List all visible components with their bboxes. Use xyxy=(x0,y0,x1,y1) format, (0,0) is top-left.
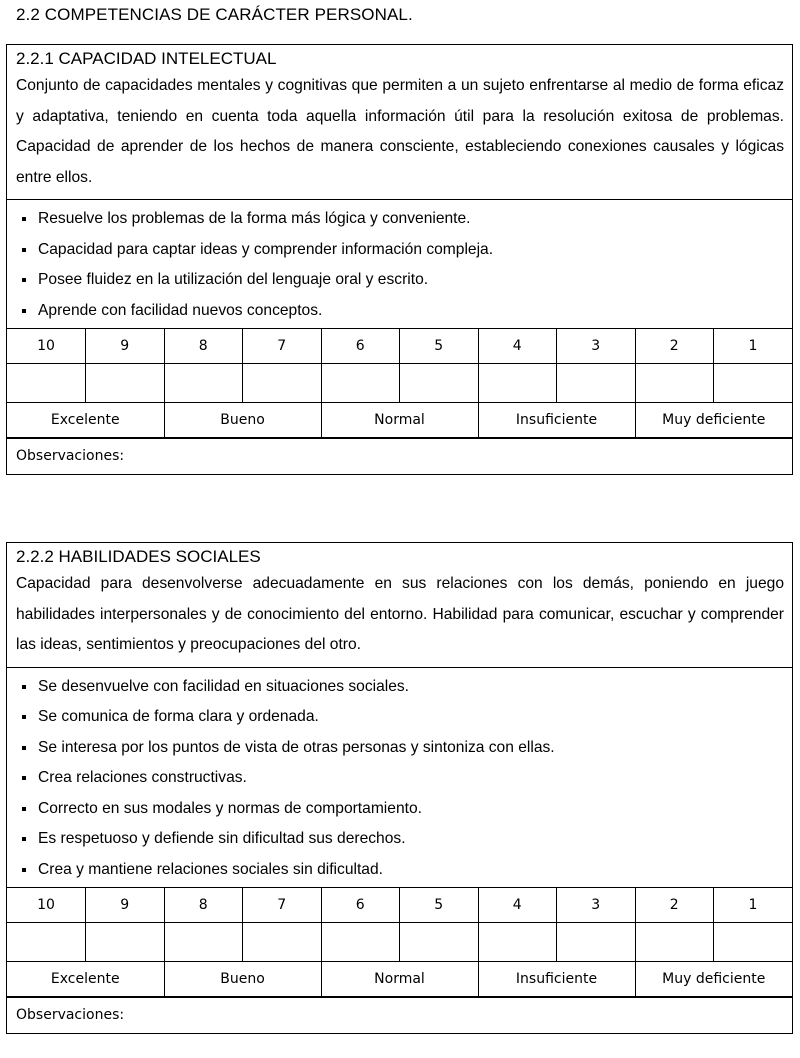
behavior-item: Se desenvuelve con facilidad en situaciones sociales. xyxy=(21,672,784,703)
score-table xyxy=(7,887,792,997)
behavior-item: Se interesa por los puntos de vista de otras personas y sintoniza con ellas. xyxy=(21,733,784,764)
score-number: 10 xyxy=(7,329,86,364)
rating-label: Normal xyxy=(321,962,478,997)
score-mark-cell[interactable] xyxy=(714,923,793,962)
rating-label: Excelente xyxy=(7,962,164,997)
score-number: 4 xyxy=(478,888,557,923)
score-number: 5 xyxy=(400,888,479,923)
score-mark-row xyxy=(7,923,792,962)
behavior-item: Posee fluidez en la utilización del lenguaje oral y escrito. xyxy=(21,265,784,296)
score-mark-cell[interactable] xyxy=(243,923,322,962)
rating-label: Insuficiente xyxy=(478,962,635,997)
behavior-item: Es respetuoso y defiende sin dificultad sus derechos. xyxy=(21,824,784,855)
score-mark-row xyxy=(7,364,792,403)
score-number: 6 xyxy=(321,888,400,923)
block-description: Conjunto de capacidades mentales y cognitivas que permiten a un sujeto enfrentarse al medio de forma eficaz y adaptativa, teniendo en cuenta toda aquella información útil para la resolución exitosa de problemas. Capacidad de aprender de los hechos de manera consciente, estableciendo conexiones causales y lógicas entre ellos. xyxy=(16,77,784,186)
rating-label: Muy deficiente xyxy=(635,962,792,997)
rating-label: Bueno xyxy=(164,403,321,438)
score-number: 1 xyxy=(714,888,793,923)
score-mark-cell[interactable] xyxy=(557,364,636,403)
block-title: 2.2.2 HABILIDADES SOCIALES xyxy=(16,547,261,566)
score-mark-cell[interactable] xyxy=(321,364,400,403)
score-number-row xyxy=(7,888,792,923)
score-number: 4 xyxy=(478,329,557,364)
behavior-list xyxy=(7,667,792,888)
score-mark-cell[interactable] xyxy=(400,364,479,403)
rating-label-row xyxy=(7,403,792,438)
score-mark-cell[interactable] xyxy=(478,923,557,962)
score-number: 7 xyxy=(243,329,322,364)
score-mark-cell[interactable] xyxy=(714,364,793,403)
behavior-item: Correcto en sus modales y normas de comportamiento. xyxy=(21,794,784,825)
score-number: 7 xyxy=(243,888,322,923)
behavior-item: Capacidad para captar ideas y comprender información compleja. xyxy=(21,235,784,266)
block-description: Capacidad para desenvolverse adecuadamente en sus relaciones con los demás, poniendo en juego habilidades interpersonales y de conocimiento del entorno. Habilidad para comunicar, escuchar y comprender las ideas, sentimientos y preocupaciones del otro. xyxy=(16,575,784,653)
score-number-row xyxy=(7,329,792,364)
score-number: 9 xyxy=(86,888,165,923)
score-mark-cell[interactable] xyxy=(7,923,86,962)
behavior-item: Se comunica de forma clara y ordenada. xyxy=(21,702,784,733)
score-mark-cell[interactable] xyxy=(400,923,479,962)
behavior-item: Resuelve los problemas de la forma más lógica y conveniente. xyxy=(21,204,784,235)
rating-label: Normal xyxy=(321,403,478,438)
score-mark-cell[interactable] xyxy=(164,923,243,962)
score-number: 9 xyxy=(86,329,165,364)
score-mark-cell[interactable] xyxy=(635,923,714,962)
score-mark-cell[interactable] xyxy=(478,364,557,403)
rating-label: Excelente xyxy=(7,403,164,438)
score-number: 2 xyxy=(635,329,714,364)
score-number: 5 xyxy=(400,329,479,364)
rating-label: Muy deficiente xyxy=(635,403,792,438)
score-mark-cell[interactable] xyxy=(321,923,400,962)
score-number: 10 xyxy=(7,888,86,923)
score-mark-cell[interactable] xyxy=(243,364,322,403)
block-title: 2.2.1 CAPACIDAD INTELECTUAL xyxy=(16,49,277,68)
observations-field[interactable]: Observaciones: xyxy=(7,438,792,474)
score-table xyxy=(7,328,792,438)
rating-label: Insuficiente xyxy=(478,403,635,438)
score-number: 1 xyxy=(714,329,793,364)
score-mark-cell[interactable] xyxy=(164,364,243,403)
competency-block-intellectual xyxy=(6,44,793,475)
observations-field[interactable]: Observaciones: xyxy=(7,997,792,1033)
behavior-item: Aprende con facilidad nuevos conceptos. xyxy=(21,296,784,327)
behavior-list xyxy=(7,199,792,328)
score-number: 2 xyxy=(635,888,714,923)
score-mark-cell[interactable] xyxy=(557,923,636,962)
section-heading: 2.2 COMPETENCIAS DE CARÁCTER PERSONAL. xyxy=(16,5,413,24)
rating-label: Bueno xyxy=(164,962,321,997)
score-number: 3 xyxy=(557,329,636,364)
score-mark-cell[interactable] xyxy=(635,364,714,403)
score-mark-cell[interactable] xyxy=(86,364,165,403)
behavior-item: Crea y mantiene relaciones sociales sin dificultad. xyxy=(21,855,784,886)
rating-label-row xyxy=(7,962,792,997)
score-mark-cell[interactable] xyxy=(7,364,86,403)
competency-block-social xyxy=(6,542,793,1034)
score-number: 6 xyxy=(321,329,400,364)
score-mark-cell[interactable] xyxy=(86,923,165,962)
score-number: 8 xyxy=(164,329,243,364)
score-number: 8 xyxy=(164,888,243,923)
behavior-item: Crea relaciones constructivas. xyxy=(21,763,784,794)
score-number: 3 xyxy=(557,888,636,923)
